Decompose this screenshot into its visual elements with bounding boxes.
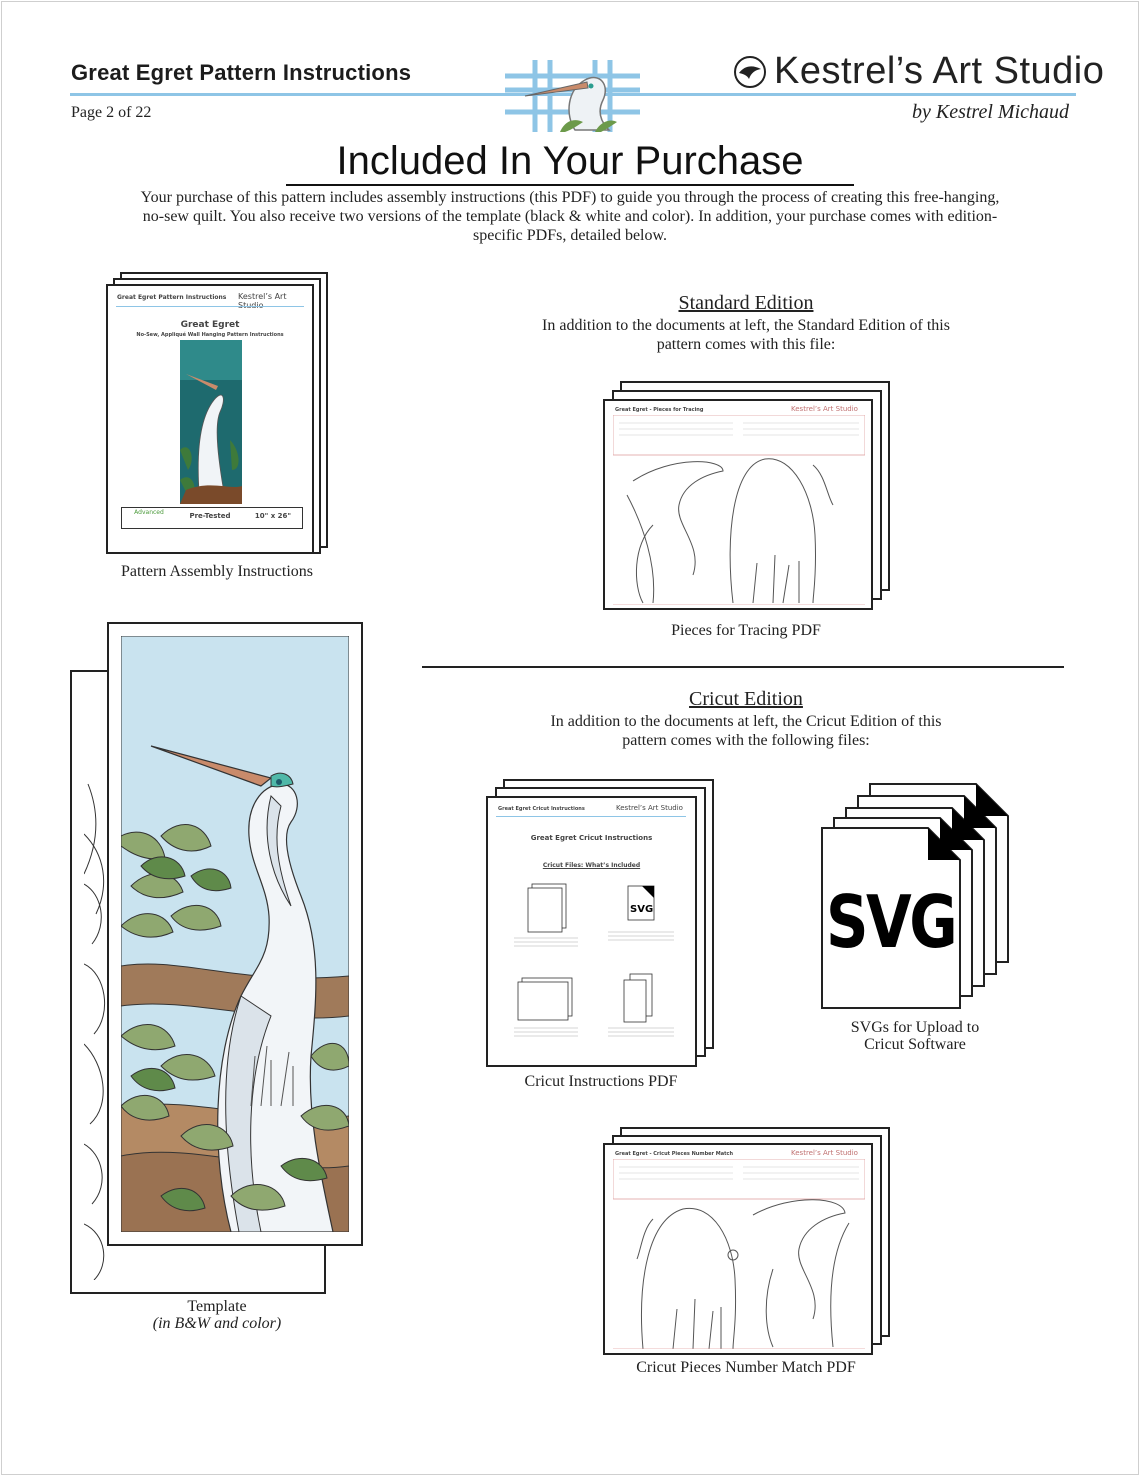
standard-edition-heading: Standard Edition [678, 292, 814, 314]
template-caption: Template [187, 1298, 247, 1315]
assembly-cover-art [180, 340, 242, 504]
tracing-pdf-caption: Pieces for Tracing PDF [671, 622, 821, 639]
cricut-instructions-caption: Cricut Instructions PDF [524, 1073, 678, 1090]
assembly-cover-page: Great Egret Pattern Instructions Kestrel’s Art Great Egret No-Sew, Appliqué Wall Hanging Pattern Instructions Advanced Pre-Tested 10" x 26" [106, 284, 314, 554]
kestrel-bird-icon [733, 55, 767, 89]
number-match-art [613, 1159, 865, 1349]
template-color-page [107, 622, 363, 1246]
cricut-edition-heading: Cricut Edition [689, 688, 803, 710]
brand-byline: by Kestrel Michaud [912, 101, 1070, 123]
brand-name: Kestrel’s Art Studio [774, 50, 1105, 92]
cricut-instructions-page: Great Egret Cricut Instructions Kestrel’s Art Studio Great Egret Cricut Instructions Cricut Files: What’s Included SVG [486, 796, 697, 1067]
assembly-caption: Pattern Assembly Instructions [121, 563, 313, 580]
tracing-pdf-page: Great Egret - Pieces for Tracing Kestrel’s Art Studio [603, 399, 873, 610]
page-title: Included In Your Purchase [286, 138, 854, 186]
number-match-page: Great Egret - Cricut Pieces Number Match Kestrel’s Art Studio [603, 1143, 873, 1355]
number-match-caption: Cricut Pieces Number Match PDF [636, 1359, 856, 1376]
template-color-art [121, 636, 349, 1232]
page-number: Page 2 of 22 [71, 104, 152, 121]
standard-edition-desc: In addition to the documents at left, the Standard Edition of this pattern comes with this file: [542, 317, 950, 353]
template-subcaption: (in B&W and color) [152, 1315, 282, 1332]
cricut-edition-desc: In addition to the documents at left, the Cricut Edition of this pattern comes with the following files: [550, 713, 942, 749]
edition-divider [422, 666, 1064, 668]
intro-paragraph: Your purchase of this pattern includes assembly instructions (this PDF) to guide you through the process of creating this free-hanging, no-sew quilt. You also receive two versions of the template (black & white and color). In addition, your purchase comes with edition-specific PDFs, detailed below. [140, 189, 1000, 244]
svg-caption-line2: Cricut Software [864, 1036, 966, 1053]
tracing-pieces-art [613, 415, 865, 605]
egret-logo-icon [505, 60, 640, 132]
svg-caption-line1: SVGs for Upload to [850, 1019, 980, 1036]
header-title: Great Egret Pattern Instructions [71, 60, 412, 85]
svg-text:SVG: SVG [630, 904, 654, 915]
svg-label: SVG [826, 880, 956, 964]
